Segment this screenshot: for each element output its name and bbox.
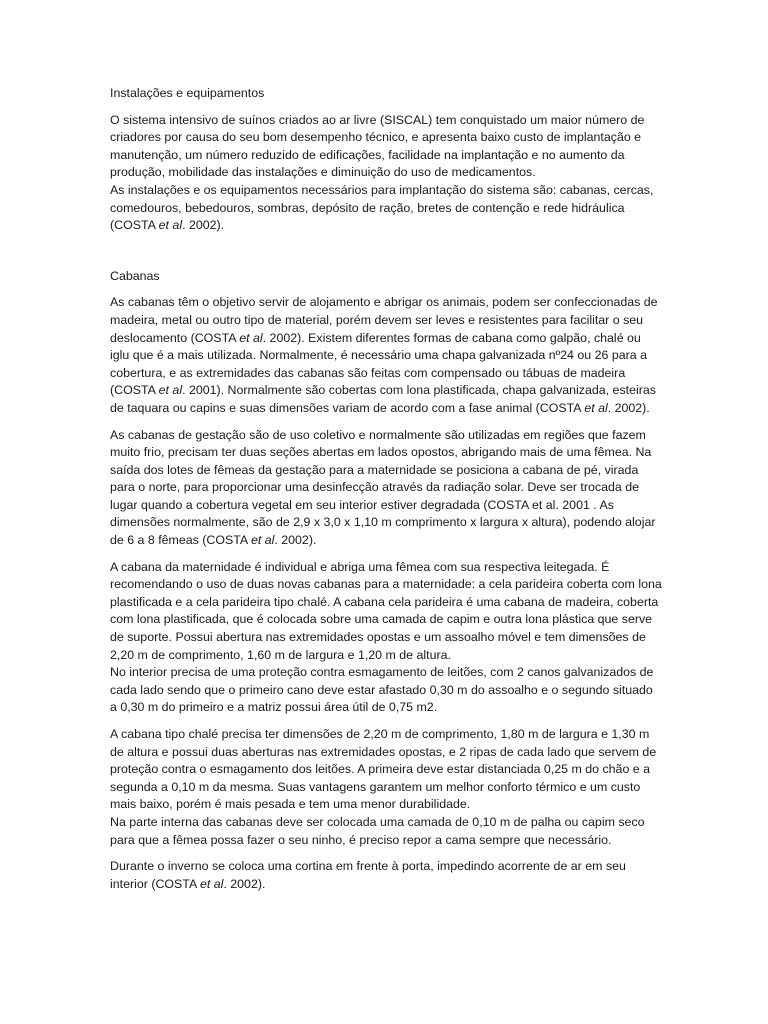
paragraph-text: O sistema intensivo de suínos criados ao ar livre (SISCAL) tem conquistado um maior número de criadores por causa do seu bom desempenho técnico, e apresenta baixo custo de implantação e manutenção, um número reduzido de edificações, facilidade na implantação e no aumento da produção, mobilidade das instalações e diminuição do uso de medicamentos.	[110, 112, 645, 180]
paragraph-text: Durante o inverno se coloca uma cortina em frente à porta, impedindo acorrente de ar em seu interior (COSTA	[110, 859, 626, 891]
section-spacer	[110, 244, 662, 268]
italic-et-al: et al	[239, 330, 263, 345]
italic-et-al: et al	[250, 533, 275, 548]
italic-et-al: et al	[158, 383, 183, 398]
paragraph-text: As cabanas de gestação são de uso coletivo e normalmente são utilizadas em regiões que fazem muito frio, precisam ter duas seções abertas em lados opostos, abrigando mais de uma fêmea. Na saída dos lotes de fêmeas da gestação para a maternidade se posiciona a cabana de pé, virada para o norte, para proporcionar uma desinfecção através da radiação solar. Deve ser trocada de lugar quando a cobertura vegetal em seu interior estiver degradada (COSTA et al. 2001 . As dimensões normalmente, são de 2,9 x 3,0 x 1,10 m comprimento x largura x altura), podendo alojar de 6 a 8 fêmeas (COSTA	[110, 427, 656, 548]
italic-et-al: et al	[158, 218, 183, 233]
paragraph-cabanas-gestacao	[110, 427, 662, 550]
paragraph-cabana-maternidade	[110, 559, 662, 717]
paragraph-text: Na parte interna das cabanas deve ser colocada uma camada de 0,10 m de palha ou capim seco para que a fêmea possa fazer o seu ninho, é preciso repor a cama sempre que necessário.	[110, 814, 645, 847]
paragraph-text: As cabanas têm o objetivo servir de alojamento e abrigar os animais, podem ser confeccionadas de madeira, metal ou outro tipo de material, porém devem ser leves e resistentes para facilitar o seu deslocamento (COSTA	[110, 295, 658, 345]
section-heading-instalacoes: Instalações e equipamentos	[110, 86, 265, 100]
italic-et-al: et al	[199, 876, 224, 891]
paragraph-cabanas-objetivo	[110, 294, 662, 417]
paragraph-text: . 2002).	[182, 218, 225, 233]
paragraph-text: A cabana da maternidade é individual e abriga uma fêmea com sua respectiva leitegada. É recomendando o uso de duas novas cabanas para a maternidade: a cela parideira coberta com lona plastificada e a cela parideira tipo chalé. A cabana cela parideira é uma cabana de madeira, coberta com lona plastificada, que é colocada sobre uma camada de capim e outra lona plástica que serve de suporte. Possui abertura nas extremidades opostas e um assoalho móvel e tem dimensões de 2,20 m de comprimento, 1,60 m de largura e 1,20 m de altura.	[110, 559, 662, 662]
italic-et-al: et al	[584, 400, 608, 415]
paragraph-text: A cabana tipo chalé precisa ter dimensões de 2,20 m de comprimento, 1,80 m de largura e 1,30 m de altura e possui duas aberturas nas extremidades opostas, e 2 ripas de cada lado que servem de proteção contra o esmagamento dos leitões. A primeira deve estar distanciada 0,25 m do chão e a segunda a 0,10 m da mesma. Suas vantagens garantem um melhor conforto térmico e um custo mais baixo, porém é mais pesada e tem uma menor durabilidade.	[110, 727, 657, 812]
paragraph-text: . 2002). Existem diferentes formas de cabana como galpão, chalé ou iglu que é a mais utilizada. Normalmente, é necessário uma chapa galvanizada nº24 ou 26 para a cobertura, e as extremidades das cabanas são feitas com compensado ou tábuas de madeira (COSTA	[110, 330, 647, 398]
paragraph-text: As instalações e os equipamentos necessários para implantação do sistema são: cabanas, cercas, comedouros, bebedouros, sombras, depósito de ração, bretes de contenção e rede hidráulica (COSTA	[110, 182, 654, 233]
paragraph-siscal-intro	[110, 112, 662, 235]
paragraph-inverno	[110, 858, 662, 893]
document-page	[110, 85, 662, 902]
paragraph-text: . 2002).	[607, 400, 650, 415]
section-heading-cabanas: Cabanas	[110, 268, 160, 283]
paragraph-text: . 2002).	[274, 533, 317, 548]
paragraph-text: . 2001). Normalmente são cobertas com lona plastificada, chapa galvanizada, esteiras de taquara ou capins e suas dimensões variam de acordo com a fase animal (COSTA	[110, 383, 656, 415]
paragraph-text: . 2002).	[223, 876, 266, 891]
paragraph-text: No interior precisa de uma proteção contra esmagamento de leitões, com 2 canos galvanizados de cada lado sendo que o primeiro cano deve estar afastado 0,30 m do assoalho e o segundo situado a 0,30 m do primeiro e a matriz possui área útil de 0,75 m2.	[110, 665, 654, 715]
paragraph-cabana-chale	[110, 726, 662, 849]
